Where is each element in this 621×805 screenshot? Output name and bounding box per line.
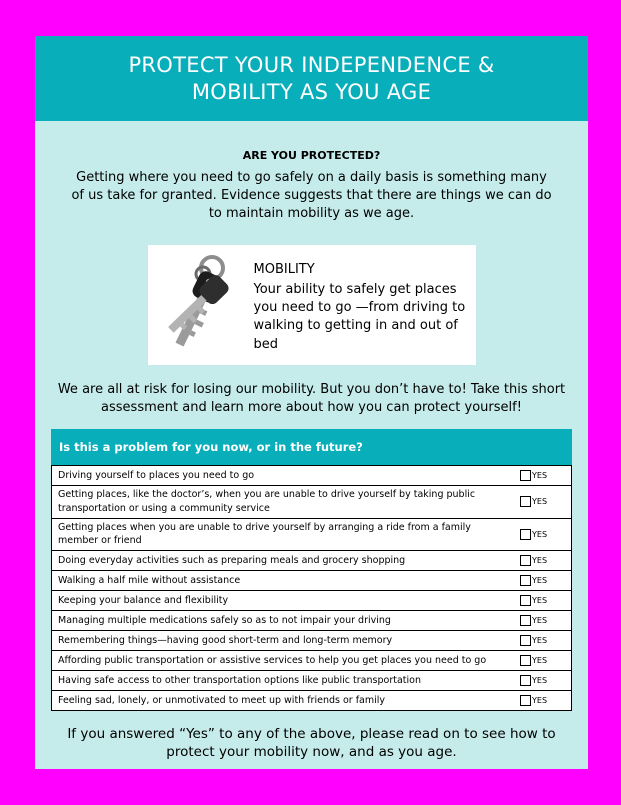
footer-text: If you answered “Yes” to any of the above, please read on to see how to protect your mobility now, and as you age. [67,726,556,761]
are-you-protected-heading: ARE YOU PROTECTED? [242,149,381,162]
row-question: Walking a half mile without assistance [58,574,241,586]
yes-cell [520,529,566,540]
yes-checkbox[interactable] [520,529,531,540]
yes-checkbox[interactable] [520,675,531,686]
row-question: Feeling sad, lonely, or unmotivated to meet up with friends or family [58,694,386,706]
table-row [52,551,571,571]
mobility-description: Your ability to safely get places you need to go —from driving to walking to getting in and out of bed [253,282,466,352]
yes-label: YES [532,696,548,706]
yes-label: YES [532,529,548,539]
yes-label: YES [532,556,548,566]
table-row [52,651,571,671]
keys-icon [158,253,244,357]
table-row [52,631,571,651]
yes-checkbox[interactable] [520,695,531,706]
table-row [52,519,571,552]
row-question: Managing multiple medications safely so as to not impair your driving [58,614,391,626]
yes-cell [520,595,566,606]
yes-checkbox[interactable] [520,555,531,566]
assessment-table-header: Is this a problem for you now, or in the future? [51,429,572,465]
table-row [52,611,571,631]
yes-label: YES [532,596,548,606]
intro-paragraph: Getting where you need to go safely on a daily basis is something many of us take for granted. Evidence suggests that there are things we can do to maintain mobility as we age. [71,170,552,221]
yes-checkbox[interactable] [520,575,531,586]
yes-label: YES [532,616,548,626]
table-row [52,486,571,519]
yes-checkbox[interactable] [520,655,531,666]
yes-checkbox[interactable] [520,470,531,481]
yes-cell [520,675,566,686]
yes-checkbox[interactable] [520,615,531,626]
yes-label: YES [532,636,548,646]
page-title: PROTECT YOUR INDEPENDENCE & MOBILITY AS YOU AGE [128,53,495,104]
row-question: Remembering things—having good short-term and long-term memory [58,634,393,646]
assessment-intro: We are all at risk for losing our mobility. But you don’t have to! Take this short assessment and learn more about how you can protect yourself! [57,381,566,415]
row-question: Having safe access to other transportation options like public transportation [58,674,421,686]
yes-label: YES [532,471,548,481]
yes-checkbox[interactable] [520,496,531,507]
yes-label: YES [532,576,548,586]
yes-cell [520,655,566,666]
yes-label: YES [532,656,548,666]
yes-cell [520,635,566,646]
row-question: Keeping your balance and flexibility [58,594,229,606]
keys-photo [158,253,244,357]
assessment-table-body [51,465,572,711]
row-question: Driving yourself to places you need to go [58,469,255,481]
yes-label: YES [532,676,548,686]
mobility-title: MOBILITY [253,261,315,277]
table-row [52,571,571,591]
mobility-box [148,245,476,365]
row-question: Affording public transportation or assistive services to help you get places you need to go [58,654,487,666]
row-question: Getting places when you are unable to drive yourself by arranging a ride from a family member or friend [58,521,471,547]
yes-label: YES [532,497,548,507]
page-header [35,36,588,121]
table-row [52,691,571,710]
row-question: Getting places, like the doctor’s, when you are unable to drive yourself by taking public transportation or using a community service [58,489,476,514]
yes-cell [520,496,566,507]
mobility-text [254,253,466,354]
yes-cell [520,695,566,706]
flyer-content [35,149,588,762]
assessment-table [51,429,572,711]
table-row [52,671,571,691]
yes-cell [520,470,566,481]
yes-cell [520,575,566,586]
yes-cell [520,555,566,566]
table-row [52,466,571,486]
row-question: Doing everyday activities such as preparing meals and grocery shopping [58,554,406,566]
flyer-panel [35,36,588,769]
yes-checkbox[interactable] [520,635,531,646]
table-row [52,591,571,611]
yes-cell [520,615,566,626]
yes-checkbox[interactable] [520,595,531,606]
